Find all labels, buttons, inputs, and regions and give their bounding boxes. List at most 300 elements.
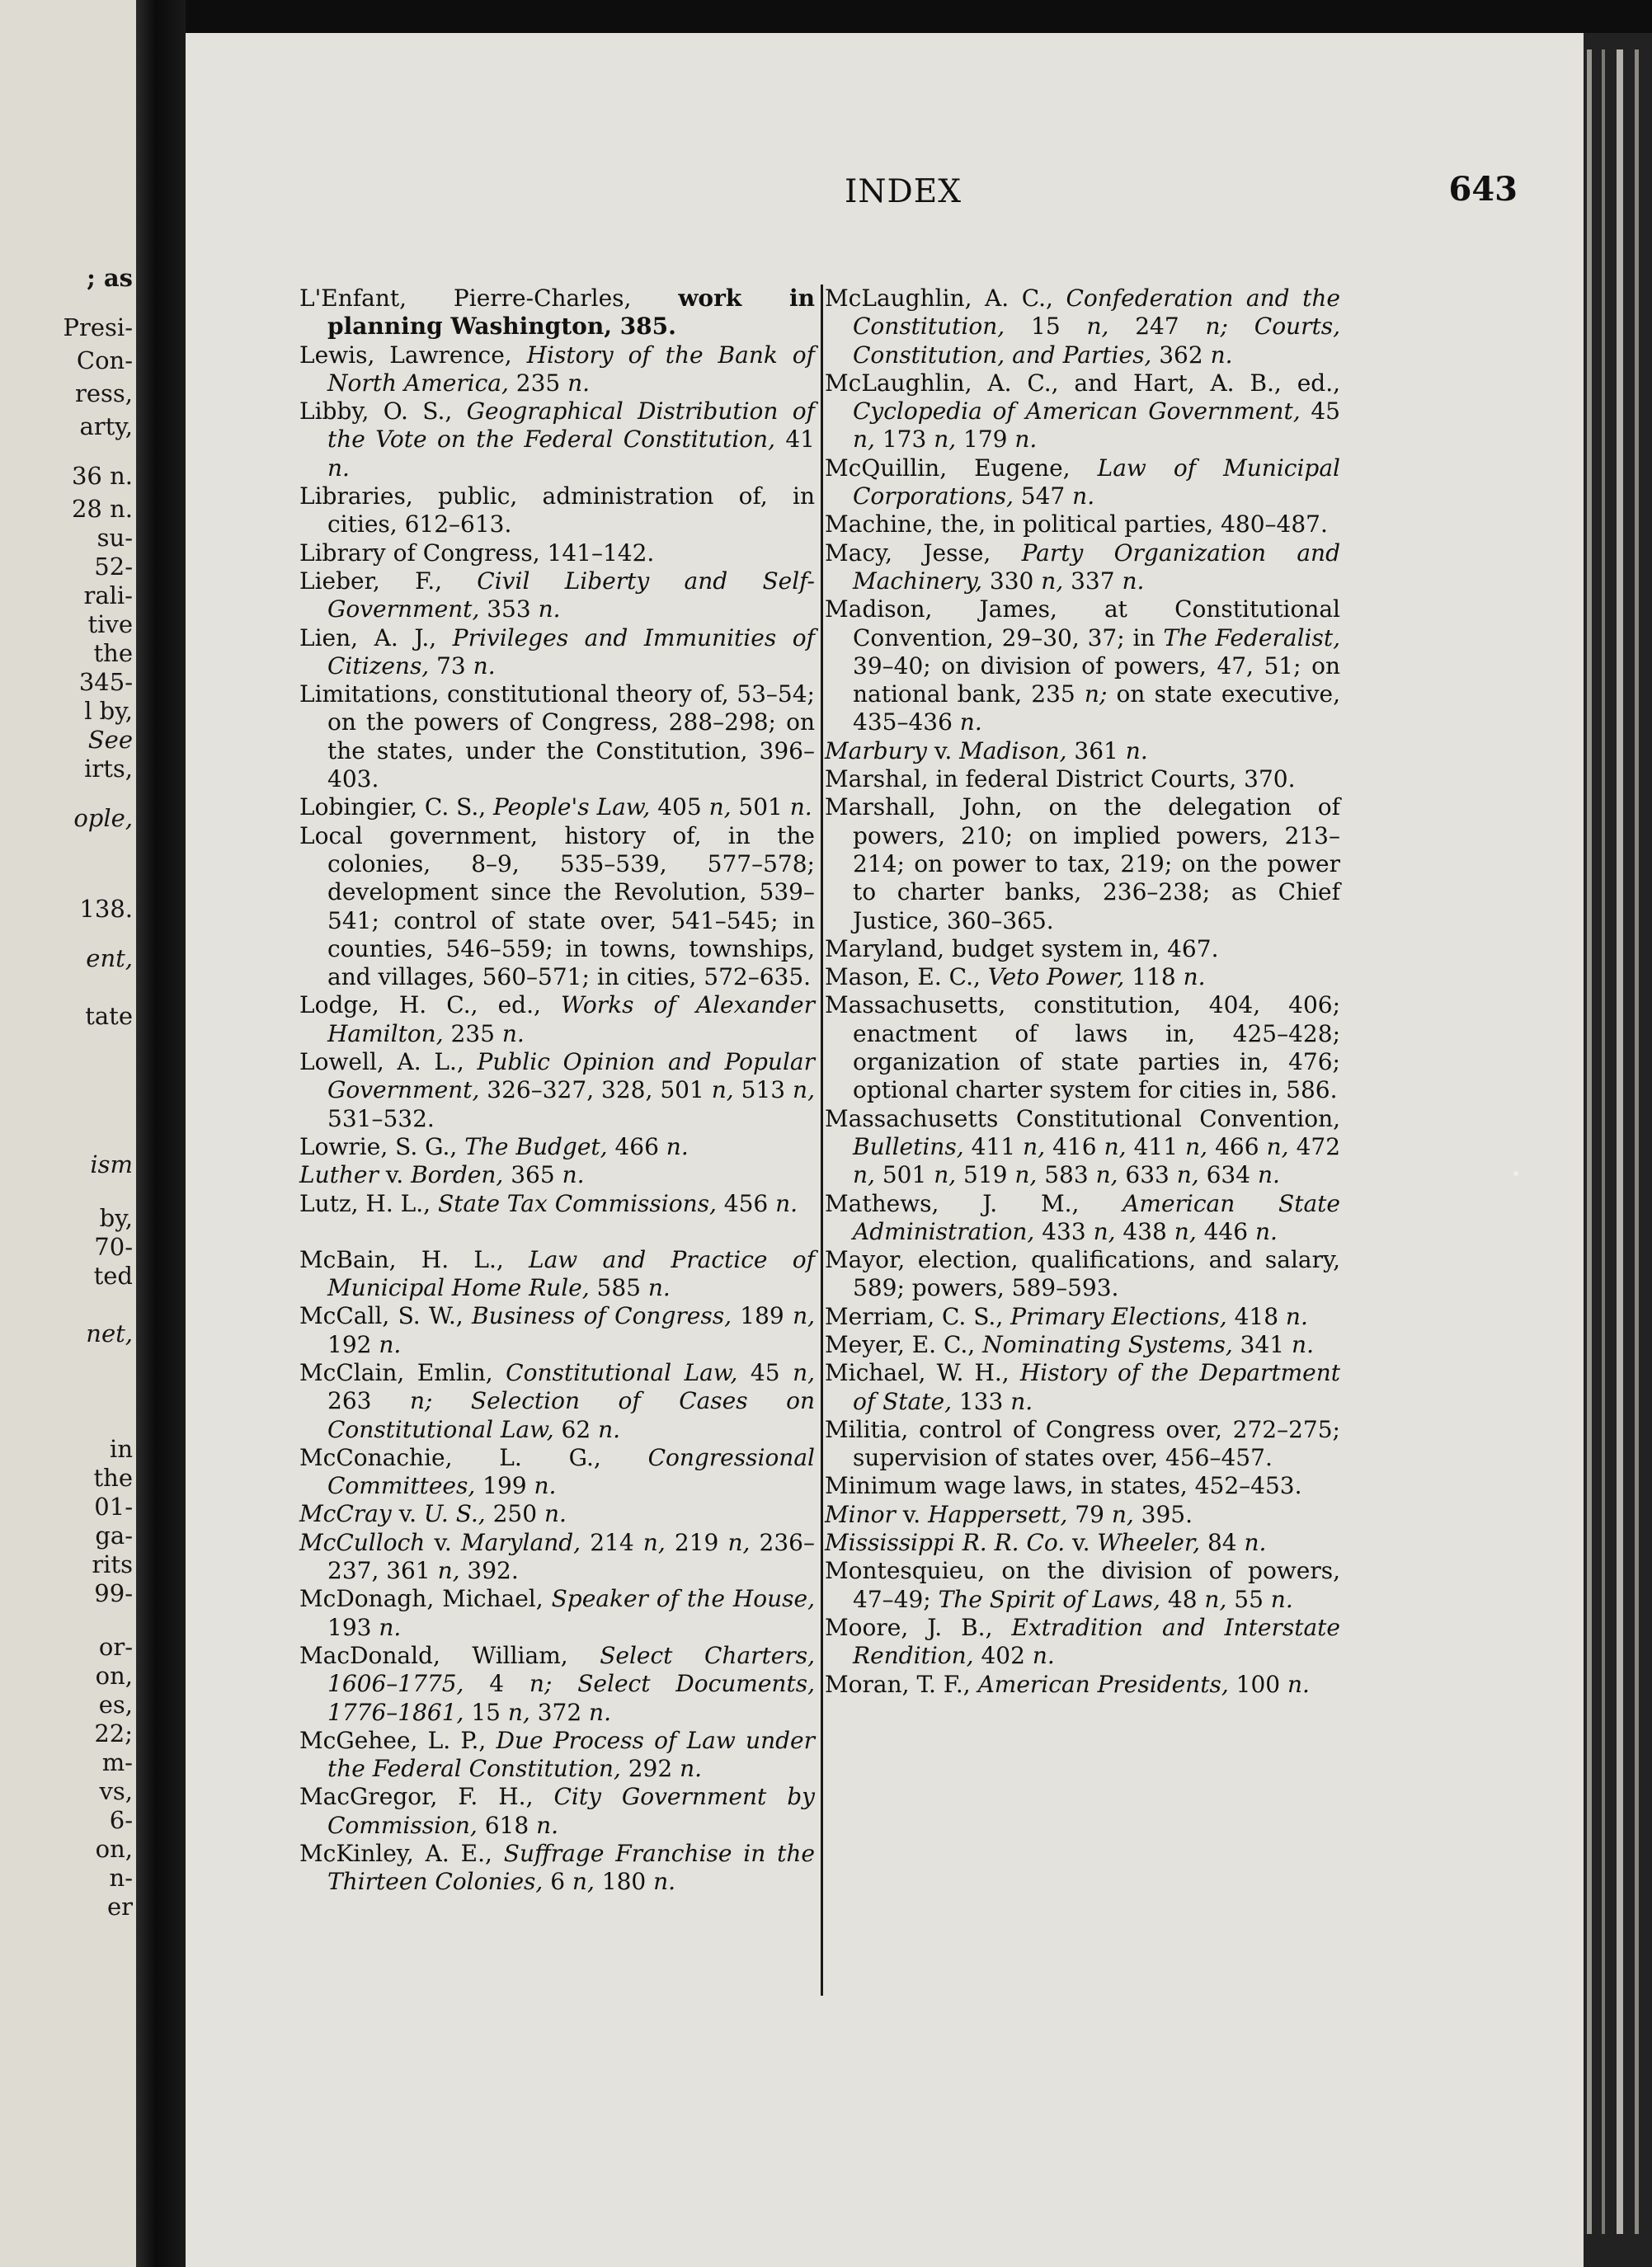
previous-page-fragment: the bbox=[93, 1464, 133, 1492]
entry-title-italic: n; bbox=[1205, 313, 1228, 341]
previous-page-fragment: ted bbox=[93, 1262, 133, 1290]
index-entry bbox=[825, 1303, 1340, 1331]
entry-text bbox=[1228, 313, 1254, 340]
entry-text: McConachie, L. G., bbox=[299, 1443, 648, 1471]
entry-title-italic: n, bbox=[1266, 1132, 1289, 1160]
entry-title-italic: n, bbox=[1204, 1585, 1227, 1613]
previous-page-fragment: tate bbox=[85, 1002, 133, 1030]
entry-text: Madison, James, at Constitutional Convention, 29–30, 37; in bbox=[825, 595, 1340, 651]
entry-text: 466 bbox=[1207, 1132, 1267, 1160]
previous-page-fragment: rali- bbox=[83, 581, 133, 609]
entry-title-italic: Extradition and Interstate Rendition, bbox=[853, 1613, 1340, 1670]
entry-text: 219 bbox=[665, 1528, 728, 1556]
previous-page-fragment: in bbox=[110, 1435, 133, 1463]
index-entry bbox=[825, 991, 1340, 1104]
previous-page-fragment: by, bbox=[99, 1204, 133, 1232]
entry-text: 405 bbox=[650, 793, 709, 821]
previous-page-fragment: ople, bbox=[73, 804, 133, 832]
entry-text: Lien, A. J., bbox=[299, 623, 453, 651]
entry-title-italic: American Presidents, bbox=[977, 1670, 1229, 1698]
previous-page-fragment: 52- bbox=[94, 553, 133, 581]
entry-text: 634 bbox=[1198, 1161, 1258, 1189]
entry-text: 6 bbox=[543, 1868, 572, 1896]
entry-title-italic: n. bbox=[666, 1132, 689, 1160]
entry-title-italic: n. bbox=[538, 595, 561, 623]
entry-text: v. bbox=[895, 1500, 929, 1528]
index-column-right bbox=[825, 285, 1340, 1699]
entry-text: McLaughlin, A. C., and Hart, A. B., ed., bbox=[825, 369, 1340, 397]
entry-title-italic: n, bbox=[853, 426, 875, 454]
entry-text: Libby, O. S., bbox=[299, 397, 467, 426]
entry-text: 501 bbox=[874, 1161, 934, 1189]
entry-title-italic: n. bbox=[1254, 1217, 1278, 1245]
entry-title-italic: Luther bbox=[299, 1161, 379, 1189]
entry-title-italic: n, bbox=[507, 1698, 530, 1726]
index-entry bbox=[299, 539, 815, 567]
entry-text: v. bbox=[1065, 1529, 1098, 1557]
entry-text: Montesquieu, on the division of powers, 47–49; bbox=[825, 1557, 1340, 1613]
index-entry bbox=[825, 510, 1340, 539]
entry-text-bold: work in planning Washington, 385. bbox=[327, 285, 815, 341]
index-entry bbox=[825, 1472, 1340, 1500]
previous-page-fragment: 22; bbox=[94, 1719, 133, 1747]
index-entry bbox=[825, 454, 1340, 511]
previous-page-fragment: su- bbox=[96, 524, 133, 552]
entry-text: 235 bbox=[443, 1019, 502, 1047]
entry-text: Mason, E. C., bbox=[825, 963, 988, 991]
entry-text: 416 bbox=[1045, 1132, 1104, 1160]
index-entry bbox=[299, 1359, 815, 1444]
entry-title-italic: n. bbox=[959, 708, 982, 736]
entry-title-italic: Nominating Systems, bbox=[982, 1330, 1233, 1358]
entry-text: 446 bbox=[1196, 1217, 1255, 1245]
entry-text: 193 bbox=[327, 1613, 379, 1641]
entry-title-italic: n, bbox=[793, 1302, 816, 1330]
entry-text: 531–532. bbox=[327, 1104, 435, 1132]
entry-title-italic: Mississippi R. R. Co. bbox=[825, 1529, 1066, 1557]
index-entry bbox=[825, 1246, 1340, 1303]
previous-page-fragment: 6- bbox=[109, 1806, 133, 1834]
index-entry bbox=[299, 1048, 815, 1133]
entry-text: 179 bbox=[956, 426, 1015, 454]
entry-text: Machine, the, in political parties, 480–487. bbox=[825, 510, 1328, 539]
entry-text: 192 bbox=[327, 1330, 379, 1358]
entry-title-italic: The Federalist, bbox=[1163, 623, 1341, 651]
entry-text: Lutz, H. L., bbox=[299, 1189, 438, 1217]
entry-text: Meyer, E. C., bbox=[825, 1330, 983, 1358]
page-edge-line bbox=[1602, 49, 1605, 2234]
entry-title-italic: n. bbox=[379, 1330, 402, 1358]
entry-text: 73 bbox=[429, 651, 473, 680]
previous-page-fragment: n- bbox=[109, 1864, 133, 1892]
entry-text: 250 bbox=[485, 1500, 544, 1528]
entry-title-italic: n. bbox=[1183, 963, 1206, 991]
entry-text: v. bbox=[378, 1161, 412, 1189]
entry-title-italic: Marbury bbox=[825, 736, 927, 764]
entry-text: 501 bbox=[731, 793, 790, 821]
entry-title-italic: n. bbox=[1285, 1302, 1308, 1330]
entry-title-italic: Primary Elections, bbox=[1010, 1302, 1227, 1330]
entry-title-italic: Confederation and the Constitution, bbox=[853, 285, 1340, 341]
entry-title-italic: n. bbox=[1125, 736, 1148, 764]
entry-text: Lowell, A. L., bbox=[299, 1048, 478, 1076]
index-entry bbox=[299, 1190, 815, 1218]
entry-text: McClain, Emlin, bbox=[299, 1358, 506, 1386]
index-entry bbox=[299, 1161, 815, 1189]
previous-page-fragment: irts, bbox=[84, 755, 133, 783]
entry-title-italic: n. bbox=[534, 1472, 557, 1500]
entry-text: Lieber, F., bbox=[299, 567, 478, 595]
entry-title-italic: n, bbox=[1111, 1500, 1134, 1528]
previous-page-fragment: tive bbox=[87, 610, 133, 638]
index-entry bbox=[299, 1783, 815, 1840]
index-entry bbox=[825, 595, 1340, 736]
previous-page-fragment: on, bbox=[95, 1835, 133, 1863]
index-entry bbox=[299, 624, 815, 681]
entry-text: 214 bbox=[581, 1528, 643, 1556]
entry-title-italic: n. bbox=[653, 1868, 676, 1896]
entry-title-italic: People's Law, bbox=[493, 793, 651, 821]
entry-title-italic: Wheeler, bbox=[1097, 1529, 1201, 1557]
entry-title-italic: Constitutional Law, bbox=[506, 1358, 738, 1386]
previous-page-fragment: 99- bbox=[94, 1579, 133, 1607]
entry-title-italic: n, bbox=[1041, 567, 1064, 595]
entry-title-italic: Suffrage Franchise in the Thirteen Colonies, bbox=[327, 1840, 815, 1896]
previous-page-fragment: es, bbox=[98, 1691, 133, 1719]
index-entry bbox=[825, 1529, 1340, 1557]
entry-title-italic: The Spirit of Laws, bbox=[938, 1585, 1160, 1613]
entry-text: 411 bbox=[1126, 1132, 1186, 1160]
entry-title-italic: n, bbox=[934, 426, 957, 454]
entry-title-italic: n; bbox=[1084, 680, 1108, 708]
entry-title-italic: n, bbox=[437, 1557, 460, 1585]
entry-title-italic: Civil Liberty and Self-Government, bbox=[327, 567, 815, 623]
entry-title-italic: Select Charters, 1606–1775, bbox=[327, 1641, 815, 1698]
index-entry bbox=[825, 737, 1340, 765]
entry-text: Moran, T. F., bbox=[825, 1670, 978, 1698]
entry-title-italic: n, bbox=[1093, 1217, 1116, 1245]
previous-page-fragment: er bbox=[106, 1893, 133, 1921]
entry-text: 585 bbox=[589, 1274, 648, 1302]
entry-text: 235 bbox=[508, 369, 568, 397]
book-gutter bbox=[136, 0, 186, 2267]
index-entry bbox=[825, 1671, 1340, 1699]
index-entry bbox=[825, 285, 1340, 369]
previous-page-fragment: See bbox=[87, 726, 133, 754]
entry-text: MacGregor, F. H., bbox=[299, 1783, 554, 1811]
entry-text: 341 bbox=[1232, 1330, 1292, 1358]
entry-title-italic: n. bbox=[379, 1613, 402, 1641]
entry-text: 361 bbox=[1066, 736, 1126, 764]
index-entry bbox=[825, 793, 1340, 934]
entry-text: 79 bbox=[1067, 1500, 1112, 1528]
entry-text: Michael, W. H., bbox=[825, 1359, 1020, 1387]
index-entry bbox=[299, 567, 815, 624]
previous-page-fragments bbox=[0, 0, 136, 2267]
index-entry bbox=[299, 1444, 815, 1501]
entry-text: 547 bbox=[1013, 482, 1073, 510]
entry-title-italic: Business of Congress, bbox=[472, 1302, 732, 1330]
previous-page-fragment: ; as bbox=[87, 264, 133, 292]
previous-page-fragment: ress, bbox=[74, 379, 133, 407]
entry-text: 365 bbox=[503, 1161, 562, 1189]
index-entry bbox=[825, 1190, 1340, 1247]
entry-text: 263 bbox=[327, 1387, 410, 1415]
previous-page-fragment: rits bbox=[92, 1550, 133, 1578]
page-header bbox=[186, 170, 1584, 223]
entry-title-italic: n, bbox=[1023, 1132, 1046, 1160]
entry-title-italic: n, bbox=[708, 793, 732, 821]
entry-title-italic: Speaker of the House, bbox=[551, 1585, 815, 1613]
entry-text: 48 bbox=[1160, 1585, 1205, 1613]
entry-title-italic: n, bbox=[572, 1868, 595, 1896]
entry-title-italic: n, bbox=[1095, 1161, 1118, 1189]
entry-title-italic: Courts, Constitution, and Parties, bbox=[853, 313, 1340, 369]
entry-title-italic: n. bbox=[598, 1415, 621, 1443]
previous-page-fragment: the bbox=[93, 639, 133, 667]
entry-title-italic: History of the Department of State, bbox=[853, 1359, 1340, 1415]
index-entry bbox=[299, 1246, 815, 1303]
entry-title-italic: n. bbox=[544, 1500, 567, 1528]
entry-text: 633 bbox=[1118, 1161, 1177, 1189]
previous-page-fragment: net, bbox=[86, 1319, 133, 1348]
column-divider bbox=[821, 285, 823, 1996]
index-entry bbox=[825, 539, 1340, 596]
entry-title-italic: n. bbox=[1122, 567, 1145, 595]
entry-text: McQuillin, Eugene, bbox=[825, 454, 1098, 482]
entry-text: McKinley, A. E., bbox=[299, 1840, 504, 1868]
entry-title-italic: n, bbox=[1104, 1132, 1127, 1160]
index-entry bbox=[299, 1133, 815, 1161]
entry-title-italic: n, bbox=[1086, 313, 1109, 341]
entry-text: Lobingier, C. S., bbox=[299, 793, 494, 821]
entry-title-italic: n. bbox=[501, 1019, 525, 1047]
index-entry bbox=[299, 285, 815, 341]
entry-text: 55 bbox=[1226, 1585, 1271, 1613]
index-entry bbox=[825, 1557, 1340, 1614]
entry-title-italic: n, bbox=[853, 1161, 875, 1189]
entry-text: 326–327, 328, 501 bbox=[479, 1076, 712, 1104]
entry-text: McCall, S. W., bbox=[299, 1302, 473, 1330]
entry-text: MacDonald, William, bbox=[299, 1641, 600, 1669]
entry-title-italic: n. bbox=[789, 793, 812, 821]
entry-title-italic: n. bbox=[1210, 341, 1233, 369]
index-entry bbox=[825, 765, 1340, 793]
entry-text: 62 bbox=[553, 1415, 599, 1443]
entry-text: Minimum wage laws, in states, 452–453. bbox=[825, 1472, 1302, 1500]
entry-title-italic: n, bbox=[793, 1076, 815, 1104]
previous-page-fragment: ga- bbox=[95, 1522, 133, 1550]
entry-text: 402 bbox=[973, 1642, 1033, 1670]
index-entry bbox=[299, 1642, 815, 1727]
index-entry bbox=[825, 1614, 1340, 1671]
index-entry bbox=[299, 991, 815, 1048]
entry-text: 100 bbox=[1228, 1670, 1287, 1698]
entry-text: v. bbox=[926, 736, 960, 764]
entry-text: 292 bbox=[620, 1755, 680, 1783]
entry-title-italic: State Tax Commissions, bbox=[437, 1189, 717, 1217]
index-page bbox=[186, 33, 1584, 2267]
entry-text: 472 bbox=[1288, 1132, 1341, 1160]
entry-text: v. bbox=[391, 1500, 424, 1528]
previous-page-fragment: ent, bbox=[86, 944, 133, 972]
entry-text: Lodge, H. C., ed., bbox=[299, 991, 561, 1019]
entry-title-italic: n. bbox=[327, 454, 350, 482]
entry-title-italic: n. bbox=[1014, 426, 1038, 454]
entry-text: 418 bbox=[1226, 1302, 1286, 1330]
entry-text: 45 bbox=[737, 1358, 793, 1386]
entry-title-italic: Works of Alexander Hamilton, bbox=[327, 991, 815, 1047]
index-entry bbox=[299, 1727, 815, 1784]
page-stack-edge bbox=[1584, 33, 1652, 2267]
index-entry bbox=[825, 935, 1340, 963]
index-column-left bbox=[299, 285, 815, 1897]
entry-text: 199 bbox=[475, 1472, 534, 1500]
entry-text: Local government, history of, in the colonies, 8–9, 535–539, 577–578; development since the Revolution, 539–541; control of state over, 541–545; in counties, 546–559; in towns, townships, and villages, 560–571; in cities, 572–635. bbox=[299, 821, 815, 991]
entry-title-italic: Public Opinion and Popular Government, bbox=[327, 1048, 815, 1104]
entry-text: L'Enfant, Pierre-Charles, bbox=[299, 285, 679, 312]
index-entry bbox=[825, 1501, 1340, 1529]
entry-title-italic: n, bbox=[1176, 1161, 1199, 1189]
entry-title-italic: Cyclopedia of American Government, bbox=[853, 397, 1301, 426]
entry-text: 519 bbox=[956, 1161, 1015, 1189]
entry-title-italic: n, bbox=[642, 1528, 666, 1556]
entry-title-italic: Geographical Distribution of the Vote on the Federal Constitution, bbox=[327, 397, 816, 454]
entry-text: Mathews, J. M., bbox=[825, 1189, 1123, 1217]
entry-title-italic: American State Administration, bbox=[853, 1189, 1340, 1245]
previous-page-fragment: Con- bbox=[76, 346, 133, 374]
entry-text: 84 bbox=[1200, 1529, 1245, 1557]
entry-title-italic: n. bbox=[536, 1811, 559, 1839]
page-edge-line bbox=[1635, 49, 1639, 2234]
entry-title-italic: n. bbox=[562, 1161, 585, 1189]
entry-title-italic: n, bbox=[934, 1161, 957, 1189]
entry-title-italic: Bulletins, bbox=[853, 1132, 964, 1160]
entry-title-italic: Veto Power, bbox=[987, 963, 1125, 991]
entry-title-italic: n. bbox=[567, 369, 591, 397]
index-entry bbox=[299, 1500, 815, 1528]
entry-title-italic: Madison, bbox=[959, 736, 1067, 764]
entry-text: Mayor, election, qualifications, and salary, 589; powers, 589–593. bbox=[825, 1246, 1340, 1302]
entry-text: 411 bbox=[963, 1132, 1024, 1160]
entry-text: McBain, H. L., bbox=[299, 1245, 529, 1273]
entry-text: 236–237, 361 bbox=[327, 1528, 815, 1585]
index-entry bbox=[825, 1416, 1340, 1473]
entry-text: 41 bbox=[774, 426, 815, 454]
previous-page-fragment: 138. bbox=[79, 895, 133, 923]
entry-title-italic: McCulloch bbox=[299, 1528, 426, 1556]
entry-text: 247 bbox=[1108, 313, 1206, 341]
index-entry bbox=[299, 680, 815, 793]
entry-text: 133 bbox=[951, 1387, 1011, 1415]
page-number: 643 bbox=[1448, 170, 1518, 209]
entry-title-italic: Due Process of Law under the Federal Constitution, bbox=[327, 1726, 815, 1783]
entry-text: McLaughlin, A. C., bbox=[825, 285, 1066, 312]
entry-text: 173 bbox=[874, 426, 934, 454]
previous-page-fragment: m- bbox=[101, 1748, 133, 1776]
entry-text: Moore, J. B., bbox=[825, 1613, 1012, 1641]
entry-text: 4 bbox=[464, 1670, 529, 1698]
entry-title-italic: n. bbox=[680, 1755, 703, 1783]
index-entry bbox=[299, 1585, 815, 1642]
entry-title-italic: n. bbox=[1244, 1529, 1267, 1557]
entry-title-italic: U. S., bbox=[423, 1500, 486, 1528]
entry-text: Massachusetts, constitution, 404, 406; enactment of laws in, 425–428; organization of state parties in, 476; optional charter system for cities in, 586. bbox=[825, 991, 1340, 1104]
entry-title-italic: n. bbox=[1270, 1585, 1293, 1613]
entry-text: 15 bbox=[464, 1698, 508, 1726]
previous-page-fragment: l by, bbox=[84, 697, 133, 725]
entry-title-italic: n, bbox=[1185, 1132, 1208, 1160]
entry-title-italic: Select Documents, 1776–1861, bbox=[327, 1670, 815, 1726]
entry-text: 180 bbox=[594, 1868, 654, 1896]
entry-text: 39–40; on division of powers, 47, 51; on national bank, 235 bbox=[853, 651, 1340, 708]
index-entry bbox=[825, 1105, 1340, 1190]
entry-text: Maryland, budget system in, 467. bbox=[825, 934, 1219, 962]
entry-text: 513 bbox=[733, 1076, 793, 1104]
previous-page-fragment: 36 n. bbox=[71, 462, 133, 490]
entry-title-italic: n. bbox=[589, 1698, 611, 1726]
entry-text: 330 bbox=[982, 567, 1042, 595]
index-entry bbox=[299, 341, 815, 398]
entry-title-italic: McCray bbox=[299, 1500, 392, 1528]
entry-title-italic: n. bbox=[473, 651, 496, 680]
entry-text: 395. bbox=[1133, 1500, 1193, 1528]
entry-text: Massachusetts Constitutional Convention, bbox=[825, 1104, 1340, 1132]
entry-text: on state executive, 435–436 bbox=[853, 680, 1341, 736]
entry-text: Marshal, in federal District Courts, 370. bbox=[825, 765, 1296, 793]
entry-text: 189 bbox=[731, 1302, 793, 1330]
page-edge-line bbox=[1617, 49, 1623, 2234]
entry-text: McDonagh, Michael, bbox=[299, 1585, 552, 1613]
entry-text: 466 bbox=[607, 1132, 666, 1160]
index-entry bbox=[299, 1302, 815, 1359]
running-title: INDEX bbox=[844, 173, 962, 210]
entry-title-italic: n, bbox=[1174, 1217, 1197, 1245]
previous-page-fragment: on, bbox=[95, 1662, 133, 1690]
index-entry bbox=[299, 1529, 815, 1586]
index-entry bbox=[299, 482, 815, 539]
entry-text: v. bbox=[425, 1528, 461, 1556]
entry-text: Merriam, C. S., bbox=[825, 1302, 1011, 1330]
entry-text: 433 bbox=[1034, 1217, 1094, 1245]
previous-page-fragment: vs, bbox=[99, 1777, 133, 1805]
entry-title-italic: Happersett, bbox=[928, 1500, 1068, 1528]
entry-title-italic: n. bbox=[1292, 1330, 1314, 1358]
entry-title-italic: n, bbox=[793, 1358, 815, 1386]
entry-text: 456 bbox=[716, 1189, 776, 1217]
index-entry bbox=[825, 1359, 1340, 1416]
entry-text: 15 bbox=[1005, 313, 1087, 341]
entry-title-italic: n, bbox=[727, 1528, 751, 1556]
entry-title-italic: n; bbox=[529, 1670, 553, 1698]
entry-title-italic: n, bbox=[711, 1076, 734, 1104]
entry-text: 353 bbox=[479, 595, 539, 623]
index-entry bbox=[299, 397, 815, 482]
previous-page-fragment: 28 n. bbox=[71, 495, 133, 523]
entry-text: Lowrie, S. G., bbox=[299, 1132, 465, 1160]
entry-title-italic: History of the Bank of North America, bbox=[327, 341, 815, 397]
entry-title-italic: n. bbox=[1257, 1161, 1280, 1189]
entry-text bbox=[432, 1387, 471, 1414]
entry-title-italic: Privileges and Immunities of Citizens, bbox=[327, 623, 815, 680]
entry-title-italic: Borden, bbox=[411, 1161, 504, 1189]
previous-page-fragment: Presi- bbox=[63, 313, 133, 341]
entry-title-italic: Law of Municipal Corporations, bbox=[853, 454, 1340, 510]
entry-title-italic: Selection of Cases on Constitutional Law, bbox=[327, 1387, 816, 1443]
entry-text: Limitations, constitutional theory of, 53–54; on the powers of Congress, 288–298; on the states, under the Constitution, 396–403. bbox=[299, 680, 815, 793]
paper-speck bbox=[1513, 1171, 1518, 1176]
entry-title-italic: n. bbox=[647, 1274, 671, 1302]
